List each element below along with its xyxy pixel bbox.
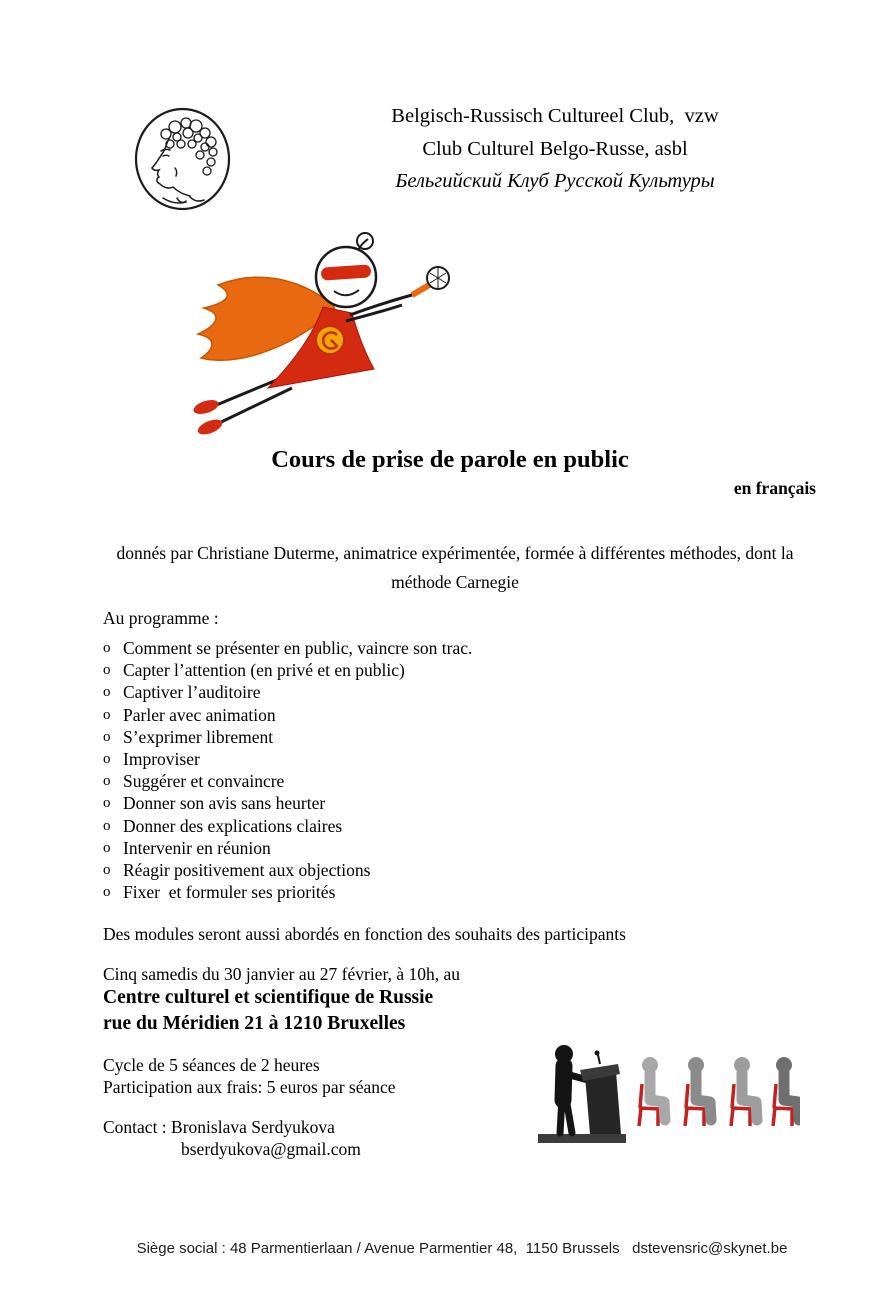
program-item-text: Fixer et formuler ses priorités	[123, 882, 336, 903]
program-item	[103, 748, 723, 770]
footer-address: Siège social : 48 Parmentierlaan / Avenue Parmentier 48, 1150 Brussels dstevensric@skynet.be	[136, 1240, 788, 1257]
program-item	[103, 815, 723, 837]
program-item	[103, 681, 723, 703]
program-item	[103, 770, 723, 792]
fee-info: Participation aux frais: 5 euros par séance	[103, 1077, 396, 1098]
bullet-icon: o	[103, 773, 111, 790]
program-item-text: Capter l’attention (en privé et en public)	[123, 660, 405, 681]
contact-email: bserdyukova@gmail.com	[181, 1139, 361, 1160]
bullet-icon: o	[103, 728, 111, 745]
bullet-icon: o	[103, 684, 111, 701]
club-header	[265, 100, 845, 198]
program-item-text: Intervenir en réunion	[123, 837, 271, 858]
bullet-icon: o	[103, 662, 111, 679]
pushkin-portrait-icon	[133, 106, 232, 212]
program-item	[103, 704, 723, 726]
contact-name: Contact : Bronislava Serdyukova	[103, 1117, 335, 1138]
club-name-dutch: Belgisch-Russisch Cultureel Club, vzw	[391, 105, 719, 127]
program-item-text: Réagir positivement aux objections	[123, 860, 371, 881]
venue-address: rue du Méridien 21 à 1210 Bruxelles	[103, 1013, 406, 1035]
program-item-text: Donner des explications claires	[123, 815, 343, 836]
bullet-icon: o	[103, 817, 111, 834]
bullet-icon: o	[103, 640, 111, 656]
program-item	[103, 881, 723, 903]
program-list	[103, 637, 723, 903]
schedule-line: Cinq samedis du 30 janvier au 27 février, à 10h, au	[103, 964, 460, 985]
instructor-description: donnés par Christiane Duterme, animatrice expérimentée, formée à différentes méthodes, dont la méthode Carnegie	[116, 543, 794, 592]
venue-name: Centre culturel et scientifique de Russie	[103, 987, 434, 1009]
program-item-text: Captiver l’auditoire	[123, 682, 261, 703]
bullet-icon: o	[103, 751, 111, 768]
bullet-icon: o	[103, 862, 111, 879]
language-note: en français	[733, 478, 816, 498]
superhero-speaker-icon	[118, 225, 453, 440]
program-item	[103, 837, 723, 859]
audience-illustration	[528, 1040, 800, 1147]
club-name-french: Club Culturel Belgo-Russe, asbl	[422, 137, 688, 160]
program-item	[103, 792, 723, 814]
bullet-icon: o	[103, 884, 111, 901]
club-name-russian: Бельгийский Клуб Русской Культуры	[395, 170, 715, 192]
program-item	[103, 637, 723, 659]
hero-illustration	[118, 225, 453, 440]
program-heading: Au programme :	[103, 608, 219, 628]
modules-note: Des modules seront aussi abordés en fonction des souhaits des participants	[103, 924, 626, 945]
audience-scene-icon	[528, 1040, 800, 1147]
program-item-text: S’exprimer librement	[123, 726, 274, 747]
program-item	[103, 726, 723, 748]
course-title: Cours de prise de parole en public	[271, 446, 629, 473]
bullet-icon: o	[103, 706, 111, 723]
program-item	[103, 859, 723, 881]
program-item-text: Improviser	[123, 749, 200, 770]
bullet-icon: o	[103, 795, 111, 812]
cycle-info: Cycle de 5 séances de 2 heures	[103, 1055, 320, 1076]
program-item	[103, 659, 723, 681]
club-logo	[133, 106, 232, 212]
program-item-text: Suggérer et convaincre	[123, 771, 285, 792]
program-item-text: Parler avec animation	[123, 704, 276, 725]
program-item-text: Donner son avis sans heurter	[123, 793, 326, 814]
bullet-icon: o	[103, 839, 111, 856]
program-item-text: Comment se présenter en public, vaincre son trac.	[123, 638, 473, 658]
